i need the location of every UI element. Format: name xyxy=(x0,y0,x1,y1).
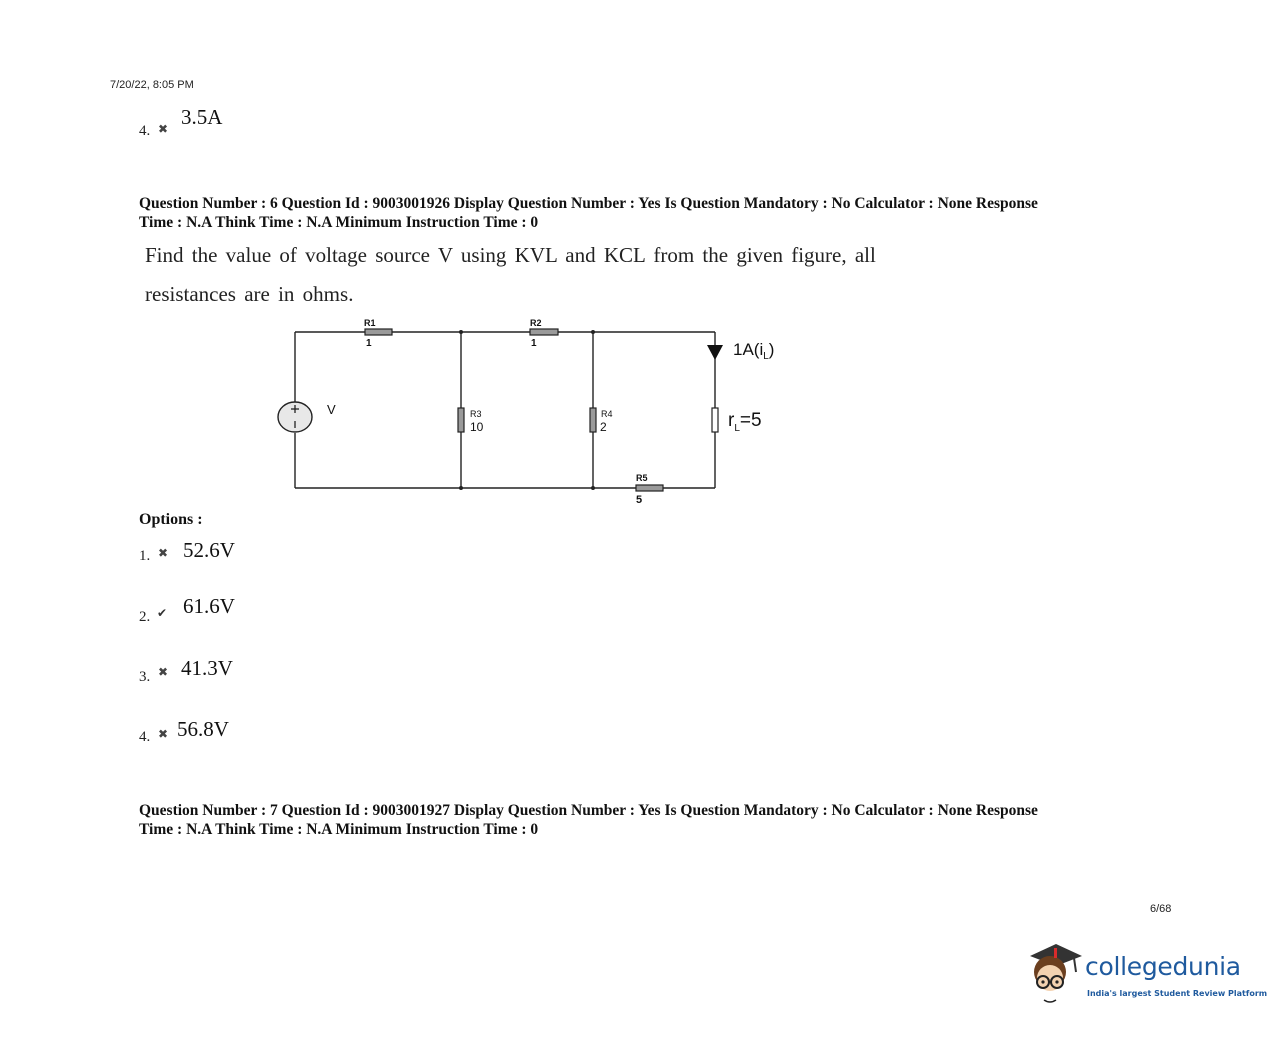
r4-name: R4 xyxy=(601,409,613,419)
r5-value: 5 xyxy=(636,494,643,506)
question-7-meta xyxy=(139,801,1139,839)
logo-tagline: India's largest Student Review Platform xyxy=(1087,989,1268,998)
resistor-r2 xyxy=(530,329,558,335)
r2-value: 1 xyxy=(531,338,537,349)
prev-option-value: 3.5A xyxy=(181,105,223,129)
resistor-r3 xyxy=(458,408,464,432)
options-label: Options : xyxy=(139,511,203,528)
print-date: 7/20/22, 8:05 PM xyxy=(110,79,194,91)
question-6-meta-line1: Question Number : 6 Question Id : 9003001926 Display Question Number : Yes Is Question Mandatory : No Calculator : None Response xyxy=(139,195,1038,212)
wrong-mark-icon: ✖ xyxy=(158,122,169,136)
option-4-value: 56.8V xyxy=(177,717,229,741)
question-7-meta-line2: Time : N.A Think Time : N.A Minimum Instruction Time : 0 xyxy=(139,821,539,838)
wrong-mark-icon: ✖ xyxy=(158,665,169,679)
resistor-r1 xyxy=(365,329,392,335)
source-label: V xyxy=(327,402,336,417)
question-6-text-line1: Find the value of voltage source V using KVL and KCL from the given figure, all xyxy=(145,243,876,267)
r3-value: 10 xyxy=(470,420,484,434)
option-1-number: 1. xyxy=(139,548,151,564)
r1-value: 1 xyxy=(366,338,372,349)
option-3-value: 41.3V xyxy=(181,656,233,680)
load-current-label: $1A(i_L)$ xyxy=(733,340,775,362)
option-2-value: 61.6V xyxy=(183,594,235,618)
option-1-value: 52.6V xyxy=(183,538,235,562)
prev-option-number: 4. xyxy=(139,123,151,139)
r4-value: 2 xyxy=(600,420,607,434)
current-arrow-icon xyxy=(707,345,723,360)
wrong-mark-icon: ✖ xyxy=(158,727,169,741)
option-3-number: 3. xyxy=(139,669,151,685)
correct-check-icon: ✔ xyxy=(157,606,168,620)
resistor-r5 xyxy=(636,485,663,491)
question-7-meta-line1: Question Number : 7 Question Id : 9003001927 Display Question Number : Yes Is Question Mandatory : No Calculator : None Response xyxy=(139,802,1038,819)
wrong-mark-icon: ✖ xyxy=(158,546,169,560)
question-6-meta-line2: Time : N.A Think Time : N.A Minimum Instruction Time : 0 xyxy=(139,214,539,231)
r5-name: R5 xyxy=(636,473,648,483)
r3-name: R3 xyxy=(470,409,482,419)
voltage-source-icon xyxy=(278,402,312,432)
logo-wordmark: collegedunia xyxy=(1085,952,1241,981)
question-6-meta xyxy=(139,194,1139,232)
mascot-logo-icon xyxy=(1024,938,1084,1006)
resistor-rl xyxy=(712,408,718,432)
circuit-diagram xyxy=(270,312,810,512)
load-resistance-label: $r_L=5$ xyxy=(728,410,762,434)
option-2-number: 2. xyxy=(139,609,151,625)
page-number: 6/68 xyxy=(1150,903,1172,915)
r2-name: R2 xyxy=(530,318,542,328)
option-4-number: 4. xyxy=(139,729,151,745)
resistor-r4 xyxy=(590,408,596,432)
r1-name: R1 xyxy=(364,318,376,328)
question-6-text-line2: resistances are in ohms. xyxy=(145,282,354,306)
